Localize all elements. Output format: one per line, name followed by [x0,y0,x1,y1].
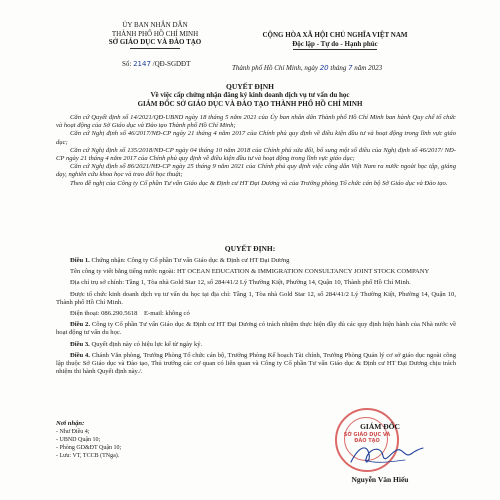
issuing-authority: GIÁM ĐỐC SỞ GIÁO DỤC VÀ ĐÀO TẠO THÀNH PHỐ HỒ CHÍ MINH [137,100,363,108]
recipients [56,420,176,460]
date-suffix: năm 2023 [354,64,383,72]
header-right [245,31,425,48]
doc-number-handwritten: 2147 [133,60,151,68]
article-4-text: Chánh Văn phòng, Trưởng Phòng Tổ chức cán bộ, Trưởng Phòng Kế hoạch Tài chính, Trưởng Phòng Quản lý cơ sở giáo dục ngoài công lập thuộc Sở Giáo dục và Đào tạo, Thủ trưởng các cơ quan có liên quan và Công ty Cổ phần Tư vấn Giáo dục & Định cư HT Đại Dương chịu trách nhiệm thi hành Quyết định này./. [56,351,457,376]
header-left-underline [130,48,180,49]
date-day: 20 [319,64,329,72]
doc-number [122,60,242,69]
preamble [56,114,456,188]
handwritten-signature [345,440,425,470]
article-3-text: Quyết định này có hiệu lực kể từ ngày ký. [91,340,203,348]
article-4 [56,352,456,377]
article-2 [56,321,456,337]
date-line [232,64,472,73]
recipient-item: - Như Điều 4; [56,429,90,435]
date-prefix: Thành phố Hồ Chí Minh, ngày [232,64,318,72]
article-1-phone: Điện thoại: 086.290.5618 E-mail: không có [70,310,190,318]
article-2-text: Công ty Cổ phần Tư vấn Giáo dục & Định cư HT Đại Dương có trách nhiệm thực hiện đầy đủ các quy định hiện hành của Nhà nước về hoạt động tư vấn du học. [56,321,457,337]
date-mid: tháng [330,64,347,72]
preamble-item: Căn cứ Nghị định số 135/2018/NĐ-CP ngày 04 tháng 10 năm 2018 của Chính phủ sửa đổi, bổ sung một số điều của Nghị định số 46/2017/ NĐ-CP ngày 21 tháng 4 năm 2017 của Chính phủ quy định về điều kiện đầu tư và hoạt động trong lĩnh vực giáo dục; [56,146,456,163]
date-month: 7 [348,64,353,72]
preamble-item: Căn cứ Quyết định số 14/2021/QĐ-UBND ngày 18 tháng 5 năm 2021 của Ủy ban nhân dân Thành phố Hồ Chí Minh ban hành Quy chế tổ chức và hoạt động của Sở Giáo dục và Đào tạo Thành phố Hồ Chí Minh; [56,114,456,130]
header-right-line1: CỘNG HÒA XÃ HỘI CHỦ NGHĨA VIỆT NAM [262,31,408,39]
article-3 [56,341,456,349]
preamble-item: Căn cứ Nghị định số 46/2017/NĐ-CP ngày 21 tháng 4 năm 2017 của Chính phủ quy định về điều kiện đầu tư và hoạt động trong lĩnh vực giáo dục; [56,130,456,146]
article-1-text: Chứng nhận: Công ty Cổ phần Tư vấn Giáo dục & Định cư HT Đại Dương [91,257,290,264]
article-1-hq-address: Địa chỉ trụ sở chính: Tầng 1, Tòa nhà Gold Star 12, số 284/41/2 Lý Thường Kiệt, Phường 14, Quận 10, Thành phố Hồ Chí Minh. [70,279,411,287]
article-4-label: Điều 4. [70,351,90,359]
article-2-label: Điều 2. [70,321,91,329]
header-left [92,21,218,47]
doc-number-suffix: /QĐ-SGDĐT [152,60,191,68]
preamble-item: Căn cứ Nghị định số 86/2021/NĐ-CP ngày 25 tháng 9 năm 2021 của Chính phủ quy định việc công dân Việt Nam ra nước ngoài học tập, giảng dạy, nghiên cứu khoa học và trao đổi học thuật; [56,163,456,179]
articles [56,257,456,376]
header-right-line2: Độc lập - Tự do - Hạnh phúc [292,39,378,48]
stamp-ring-text: SỞ GIÁO DỤC VÀ ĐÀO TẠO [343,432,391,444]
article-1 [56,257,456,265]
recipients-title: Nơi nhận: [56,420,85,427]
document-title: QUYẾT ĐỊNH [226,82,274,91]
header-right-underline [293,49,377,50]
recipient-item: - Lưu: VT, TCCB (TNga). [56,453,120,459]
signer-name: Nguyễn Văn Hiếu [351,475,409,484]
header-left-line1: ỦY BAN NHÂN DÂN [122,21,188,29]
doc-number-label: Số: [122,60,132,68]
header-left-line2: THÀNH PHỐ HỒ CHÍ MINH [111,29,199,38]
article-1-label: Điều 1. [70,257,90,264]
recipient-item: - Phòng GD&ĐT Quận 10; [56,445,122,451]
signature-title: GIÁM ĐỐC [360,422,400,431]
recipient-item: - UBND Quận 10; [56,437,101,443]
document-subject: Về việc cấp chứng nhận đăng ký kinh doanh dịch vụ tư vấn du học [150,91,350,99]
preamble-item: Theo đề nghị của Công ty Cổ phần Tư vấn Giáo dục & Định cư HT Đại Dương và của Trưởng phòng Tổ chức cán bộ Sở Giáo dục và Đào tạo. [70,179,448,187]
decision-heading: QUYẾT ĐỊNH: [224,244,276,253]
article-1-service-address: Được tổ chức kinh doanh dịch vụ tư vấn du học tại địa chỉ: Tầng 1, Tòa nhà Gold Star 12, số 284/41/2 Lý Thường Kiệt, Phường 14, Quận 10, Thành phố Hồ Chí Minh. [56,290,456,306]
article-3-label: Điều 3. [70,340,90,348]
article-1-foreign-name: Tên công ty viết bằng tiếng nước ngoài: HT OCEAN EDUCATION & IMMIGRATION CONSULTANCY JOINT STOCK COMPANY [70,268,430,276]
header-left-line3: SỞ GIÁO DỤC VÀ ĐÀO TẠO [108,38,202,46]
